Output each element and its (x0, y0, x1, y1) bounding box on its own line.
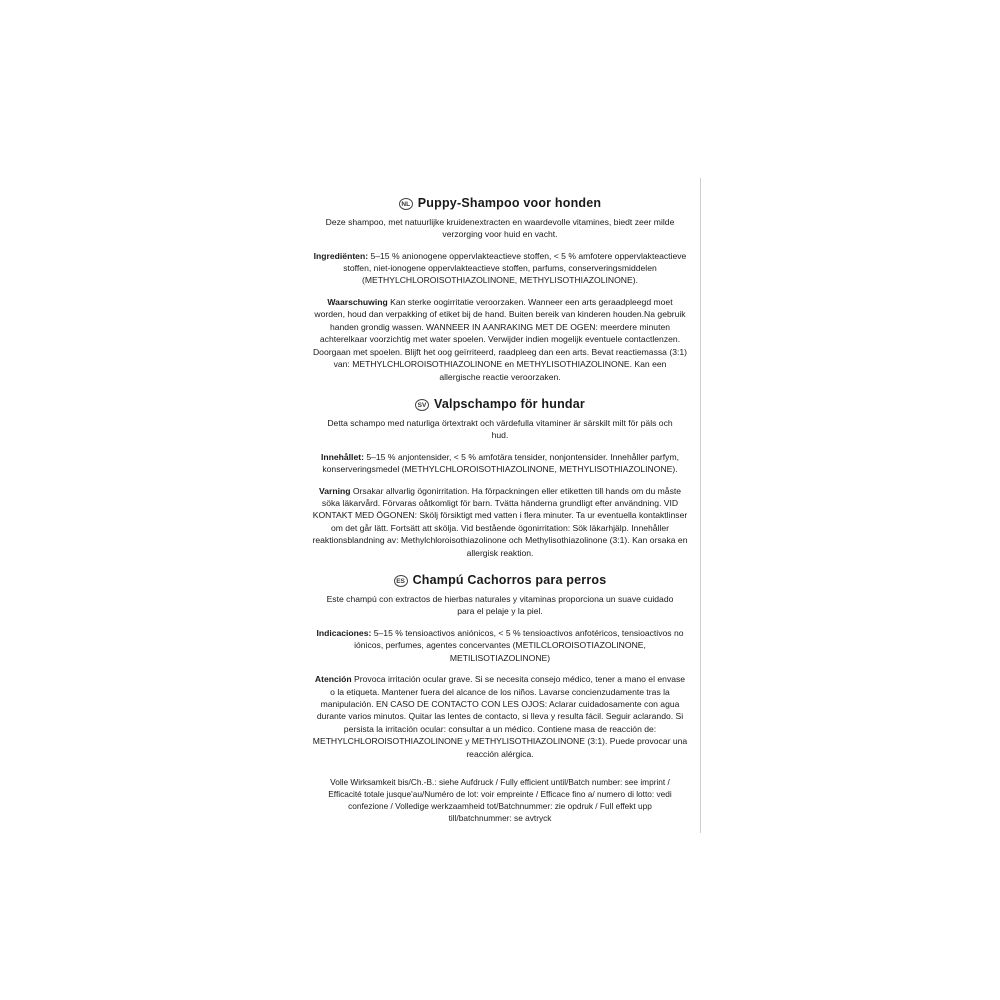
section-sv-warning-label: Varning (318, 485, 351, 496)
label-edge-line (700, 178, 701, 833)
section-sv-intro: Detta schampo med naturliga örtextrakt och värdefulla vitaminer är särskilt milt för päls och hud. (327, 417, 673, 441)
section-sv-warning-text: Orsakar allvarlig ögonirritation. Ha förpackningen eller etiketten till hands om du måste söka läkarvård. Förvaras oåtkomligt för barn. Tvätta händerna grundligt efter användning. VID KONTAKT MED ÖGONEN: Skölj försiktigt med vatten i flera minuter. Ta ur eventuella kontaktlinser om det går lätt. Fortsätt att skölja. Vid bestående ögonirritation: Sök läkarhjälp. Innehåller reaktionsblandning av: Methylchloroisothiazolinone och Methylisothiazolinone (3:1). Kan orsaka en allergisk reaktion. (312, 485, 688, 558)
section-nl-warning-text: Kan sterke oogirritatie veroorzaken. Wanneer een arts geraadpleegd moet worden, houd dan verpakking of etiket bij de hand. Buiten bereik van kinderen houden.Na gebruik handen grondig wassen. WANNEER IN AANRAKING MET DE OGEN: meerdere minuten achterelkaar voorzichtig met water spoelen. Verwijder indien mogelijk eventuele contactlenzen. Doorgaan met spoelen. Blijft het oog geïrriteerd, raadpleeg dan een arts. Bevat reactiemassa (3:1) van: METHYLCHLOROISOTHIAZOLINONE en METHYLISOTHIAZOLINONE. Kan een allergische reactie veroorzaken. (312, 296, 688, 382)
section-es-ingredients-text: 5–15 % tensioactivos aniónicos, < 5 % tensioactivos anfotéricos, tensioactivos no iónicos, perfumes, agentes concervantes (METILCLOROISOTIAZOLINONE, METILISOTIAZOLINONE) (354, 627, 684, 663)
section-sv-heading: Valpschampo för hundar (434, 397, 585, 412)
section-sv-ingredients-text: 5–15 % anjontensider, < 5 % amfotära tensider, nonjontensider. Innehåller parfym, konserveringsmedel (METHYLCHLOROISOTHIAZOLINONE, METHYLISOTHIAZOLINONE). (322, 451, 680, 475)
section-nl-warning (310, 296, 690, 383)
section-es-ingredients-label: Indicaciones: (316, 627, 372, 638)
section-nl-warning-label: Waarschuwing (327, 296, 388, 307)
section-sv (310, 397, 690, 559)
section-nl (310, 196, 690, 383)
section-sv-title (310, 397, 690, 413)
section-sv-warning (310, 485, 690, 560)
flag-es-icon: ES (394, 575, 408, 587)
section-sv-ingredients (310, 451, 690, 476)
section-es-heading: Champú Cachorros para perros (412, 573, 607, 588)
section-es-intro: Este champú con extractos de hierbas naturales y vitaminas proporciona un suave cuidado para el pelaje y la piel. (326, 593, 674, 617)
section-sv-ingredients-label: Innehållet: (320, 451, 364, 462)
section-nl-intro: Deze shampoo, met natuurlijke kruidenextracten en waardevolle vitamines, biedt zeer milde verzorging voor huid en vacht. (325, 216, 675, 240)
section-nl-ingredients-text: 5–15 % anionogene oppervlakteactieve stoffen, < 5 % amfotere oppervlakteactieve stoffen, niet-ionogene oppervlakteactieve stoffen, parfums, conserveringsmiddelen (METHYLCHLOROISOTHIAZOLINONE, METHYLISOTHIAZOLINONE). (343, 250, 687, 286)
product-label-text (310, 196, 690, 833)
section-es-warning (310, 673, 690, 760)
section-es-ingredients (310, 627, 690, 664)
section-es-warning-text: Provoca irritación ocular grave. Si se necesita consejo médico, tener a mano el envase o la etiqueta. Mantener fuera del alcance de los niños. Lavarse concienzudamente tras la manipulación. EN CASO DE CONTACTO CON LES OJOS: Aclarar cuidadosamente con agua durante varios minutos. Quitar las lentes de contacto, si lleva y resulta fácil. Seguir aclarando. Si persista la irritación ocular: consultar a un médico. Contiene masa de reacción de: METHYLCHLOROISOTHIAZOLINONE y METHYLISOTHIAZOLINONE (3:1). Puede provocar una reacción alérgica. (312, 674, 688, 759)
flag-sv-icon: SV (415, 399, 429, 411)
section-nl-ingredients (310, 250, 690, 287)
section-es-warning-label: Atención (314, 674, 352, 685)
batch-info-footer: Volle Wirksamkeit bis/Ch.-B.: siehe Aufdruck / Fully efficient until/Batch number: see imprint / Efficacité totale jusque'au/Numéro de lot: voir empreinte / Efficace fino a/ numero di lotto: vedi confezione / Volledige werkzaamheid tot/Batchnummer: zie opdruk / Full effekt upp till/batchnummer: se avtryck (328, 777, 672, 824)
flag-nl-icon: NL (399, 198, 413, 210)
section-nl-title (310, 196, 690, 212)
section-nl-ingredients-label: Ingrediënten: (313, 250, 369, 261)
section-es-title (310, 573, 690, 589)
section-es (310, 573, 690, 760)
section-nl-heading: Puppy-Shampoo voor honden (417, 196, 602, 210)
